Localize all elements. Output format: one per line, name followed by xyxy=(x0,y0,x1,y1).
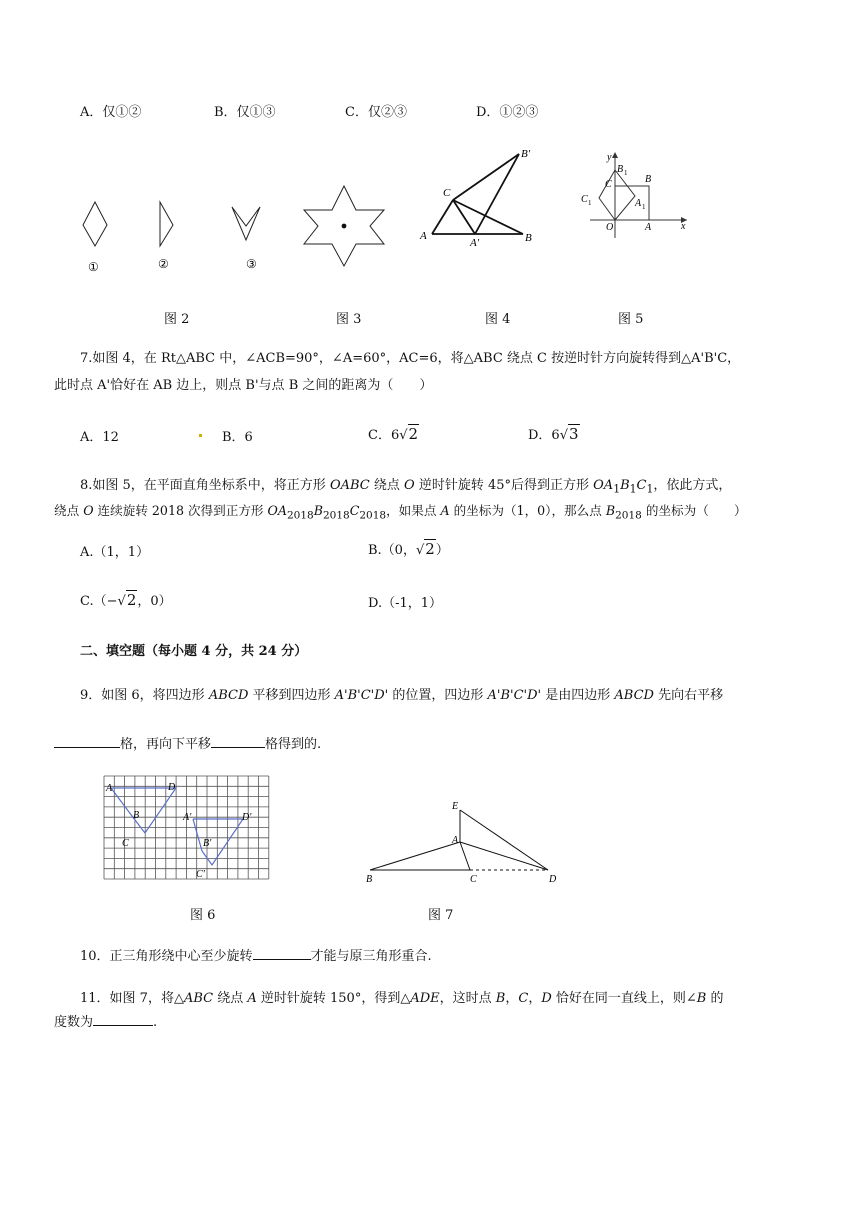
f6-label-a-prime: A' xyxy=(183,812,192,823)
minus-sign: − xyxy=(106,594,118,609)
f5-label-y: y xyxy=(607,152,612,163)
q8-line2 xyxy=(54,500,747,522)
subscript: 1 xyxy=(629,482,637,496)
f5-label-x: x xyxy=(681,221,686,232)
f7-label-c: C xyxy=(470,874,477,885)
text: 的坐标为（1，0），那么点 xyxy=(449,503,606,518)
f5-label-a1: A xyxy=(635,198,642,209)
figure-7-rotation xyxy=(360,796,570,888)
caption-fig7: 图 7 xyxy=(428,908,454,923)
text: 逆时针旋转 150°，得到△ xyxy=(256,991,411,1006)
text: A'B'C'D' xyxy=(487,688,542,703)
caption-fig2: 图 2 xyxy=(164,312,190,327)
q7-option-a: A．12 xyxy=(80,430,119,445)
q7-option-c-radicand: 2 xyxy=(408,425,419,443)
q9-line2 xyxy=(54,733,321,752)
f5-label-a: A xyxy=(645,222,652,233)
f5-label-c: C xyxy=(605,179,612,190)
text: C xyxy=(349,503,360,518)
text: 逆时针旋转 45°后得到正方形 xyxy=(414,478,594,493)
text: ，依此方式， xyxy=(653,478,732,493)
sqrt-sign: √ xyxy=(559,428,568,443)
star-center-dot xyxy=(342,224,347,229)
radicand: 2 xyxy=(126,591,137,609)
f5-label-b: B xyxy=(645,174,652,185)
q7-line1: 7.如图 4，在 Rt△ABC 中，∠ACB=90°，∠A=60°，AC=6，将△ABC 绕点 C 按逆时针方向旋转得到△A'B'C， xyxy=(80,351,741,366)
text: O xyxy=(83,503,94,518)
q7-option-b: B．6 xyxy=(222,430,253,445)
f5-label-a1-sub: 1 xyxy=(642,203,646,211)
f6-label-c: C xyxy=(122,838,129,849)
text: . xyxy=(153,1015,158,1030)
text: ，如果点 xyxy=(386,503,441,518)
text: 绕点 xyxy=(369,478,405,493)
answer-blank[interactable] xyxy=(54,735,120,748)
q7-line2: 此时点 A'恰好在 AB 边上，则点 B'与点 B 之间的距离为（ ） xyxy=(54,378,433,393)
q11-line1 xyxy=(80,987,724,1006)
q8-option-d: D.（-1，1） xyxy=(368,596,443,611)
text: C xyxy=(636,478,647,493)
f5-label-b1-sub: 1 xyxy=(624,169,628,177)
caption-fig6: 图 6 xyxy=(190,908,216,923)
text: OABC xyxy=(329,478,370,493)
figure-2-shapes xyxy=(60,180,290,280)
f4-label-b: B xyxy=(525,232,532,244)
sqrt-sign: √ xyxy=(117,594,126,609)
text: B xyxy=(696,991,707,1006)
subscript: 2018 xyxy=(359,509,387,522)
f4-label-a: A xyxy=(420,230,427,242)
f4-label-a-prime: A' xyxy=(470,237,480,248)
subscript: 1 xyxy=(646,482,654,496)
text: A xyxy=(247,991,257,1006)
caption-fig4: 图 4 xyxy=(485,312,511,327)
subscript: 2018 xyxy=(615,509,642,522)
q8-option-a: A.（1，1） xyxy=(80,545,150,560)
q11-line2 xyxy=(54,1011,157,1030)
figure-6-grid xyxy=(98,773,274,883)
sqrt-sign: √ xyxy=(415,543,425,558)
text: B xyxy=(605,503,616,518)
f5-label-c1: C xyxy=(581,194,588,205)
q8-option-c xyxy=(80,590,172,609)
f7-label-d: D xyxy=(549,874,557,885)
text: OA xyxy=(593,478,614,493)
shape-rhombus xyxy=(83,202,107,246)
text: OA xyxy=(267,503,287,518)
text: ABCD xyxy=(208,688,249,703)
text: 格得到的. xyxy=(265,737,322,752)
q7-option-d-prefix: D．6 xyxy=(528,428,560,443)
caption-fig5: 图 5 xyxy=(618,312,644,327)
f4-label-b-prime: B' xyxy=(521,148,531,160)
subscript: 1 xyxy=(613,482,621,496)
q7-option-d xyxy=(528,424,580,443)
shape1-label: ① xyxy=(88,260,99,274)
text: 10．正三角形绕中心至少旋转 xyxy=(80,949,253,964)
text: 连续旋转 2018 次得到正方形 xyxy=(93,503,268,518)
q10-text xyxy=(80,945,432,964)
text: C.（ xyxy=(80,594,107,609)
text: ） xyxy=(435,543,449,558)
text: B xyxy=(620,478,630,493)
q9-line1 xyxy=(80,684,723,703)
f7-label-e: E xyxy=(452,801,459,812)
text: 的位置，四边形 xyxy=(388,688,488,703)
q7-option-c-prefix: C．6 xyxy=(368,428,400,443)
sqrt-sign: √ xyxy=(399,428,408,443)
answer-blank[interactable] xyxy=(253,947,311,960)
text: 度数为 xyxy=(54,1015,94,1030)
text: 11．如图 7，将△ xyxy=(80,991,184,1006)
q8-option-b xyxy=(368,539,449,558)
text: ABCD xyxy=(614,688,654,703)
f5-label-b1: B xyxy=(617,164,624,175)
radicand: 2 xyxy=(425,540,435,558)
q7-option-d-radicand: 3 xyxy=(569,425,579,443)
f7-label-a: A xyxy=(452,835,459,846)
caption-fig3: 图 3 xyxy=(336,312,362,327)
f6-label-d-prime: D' xyxy=(242,812,252,823)
q6-option-a: A．仅①② xyxy=(80,105,142,120)
f7-label-b: B xyxy=(366,874,373,885)
text: ，这时点 xyxy=(439,991,496,1006)
text: 的 xyxy=(706,991,724,1006)
text: A'B'C'D' xyxy=(334,688,389,703)
f6-label-a: A xyxy=(106,783,113,794)
text: A xyxy=(440,503,450,518)
text: B.（0， xyxy=(368,543,416,558)
q6-option-c: C．仅②③ xyxy=(345,105,407,120)
subscript: 2018 xyxy=(286,509,314,522)
text: 绕点 xyxy=(54,503,84,518)
text: ABC xyxy=(183,991,214,1006)
text: 是由四边形 xyxy=(541,688,615,703)
text: ADE xyxy=(410,991,440,1006)
text: 平移到四边形 xyxy=(248,688,335,703)
section-2-heading: 二、填空题（每小题 4 分，共 24 分） xyxy=(80,644,308,659)
q8-line1 xyxy=(80,474,731,496)
f6-label-c-prime: C' xyxy=(196,869,205,880)
shape-arrowhead xyxy=(232,207,260,240)
figure-4-rotation xyxy=(415,144,545,248)
text: B xyxy=(495,991,506,1006)
shape-triangle xyxy=(160,202,173,246)
q6-option-d: D．①②③ xyxy=(476,105,539,120)
q7-option-c xyxy=(368,424,419,443)
text: C xyxy=(518,991,529,1006)
f5-label-c1-sub: 1 xyxy=(588,199,592,207)
f4-label-c: C xyxy=(443,187,451,199)
text: ，0） xyxy=(137,594,172,609)
f6-label-b-prime: B' xyxy=(203,838,212,849)
text: ， xyxy=(528,991,542,1006)
text: 恰好在同一直线上，则∠ xyxy=(551,991,697,1006)
f6-label-b: B xyxy=(133,810,140,821)
text: 格，再向下平移 xyxy=(120,737,212,752)
shape2-label: ② xyxy=(158,257,169,271)
text: 的坐标为（ ） xyxy=(641,503,747,518)
text: D xyxy=(541,991,552,1006)
text: 9．如图 6，将四边形 xyxy=(80,688,209,703)
q6-option-b: B．仅①③ xyxy=(214,105,276,120)
decorative-dot xyxy=(199,434,202,437)
text: ， xyxy=(505,991,519,1006)
text: 才能与原三角形重合. xyxy=(310,949,432,964)
subscript: 2018 xyxy=(322,509,350,522)
text: 先向右平移 xyxy=(653,688,724,703)
answer-blank[interactable] xyxy=(211,735,265,748)
shape3-label: ③ xyxy=(246,257,257,271)
answer-blank[interactable] xyxy=(93,1013,153,1026)
figure-5-coordinate xyxy=(575,148,695,240)
text: O xyxy=(404,478,415,493)
text: 绕点 xyxy=(213,991,248,1006)
f6-label-d: D xyxy=(168,782,176,793)
text: B xyxy=(313,503,323,518)
figure-3-star xyxy=(300,182,390,268)
f5-label-o: O xyxy=(606,222,614,233)
text: 8.如图 5，在平面直角坐标系中，将正方形 xyxy=(80,478,330,493)
